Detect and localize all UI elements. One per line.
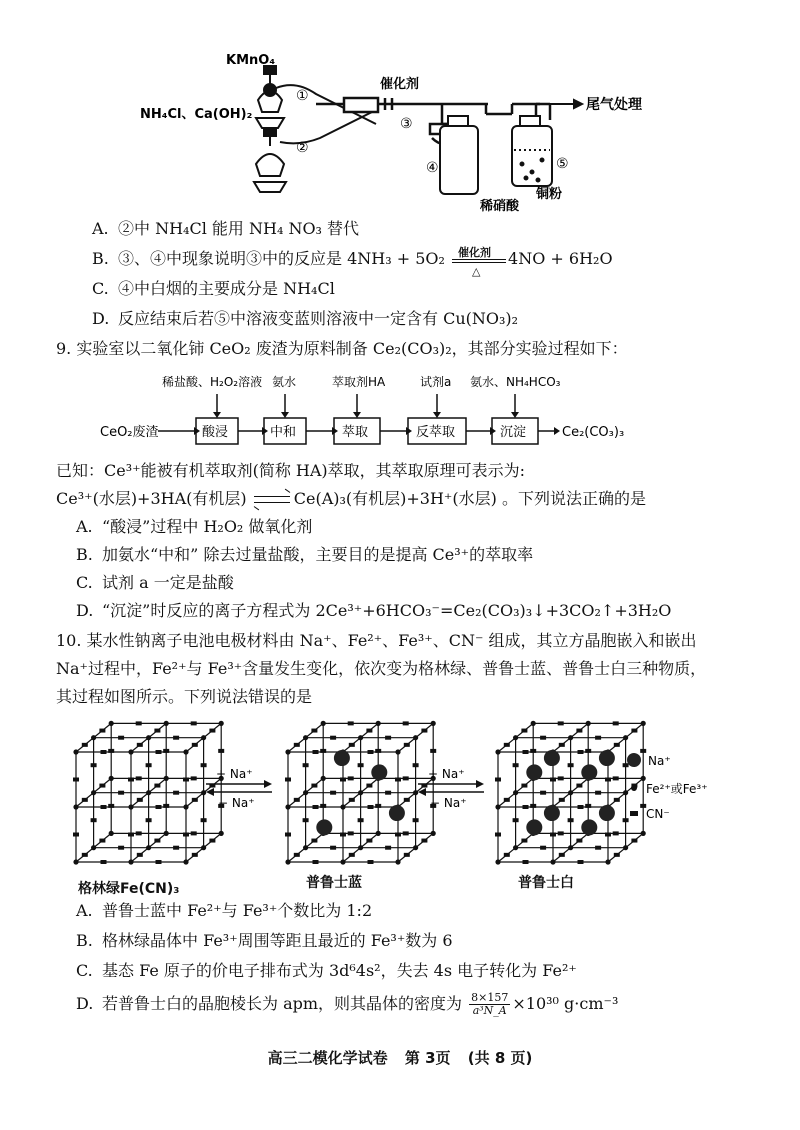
cn-ion — [540, 736, 546, 740]
fe-ion — [91, 845, 96, 850]
cn-ion — [430, 749, 436, 753]
cn-ion — [136, 831, 142, 835]
cn-ion — [313, 805, 319, 809]
fe-ion — [413, 790, 418, 795]
cn-ion — [404, 853, 410, 857]
fe-ion — [513, 735, 518, 740]
arrow-minus-na-label: − Na⁺ — [430, 796, 467, 810]
cn-ion — [513, 763, 519, 767]
fe-ion — [431, 831, 436, 836]
arrow-plus-na-label: + Na⁺ — [216, 767, 253, 781]
fe-ion — [109, 776, 114, 781]
q8-option-d: D. 反应结束后若⑤中溶液变蓝则溶液中一定含有 Cu(NO₃)₂ — [92, 309, 519, 328]
flask-nh4cl — [254, 110, 376, 192]
cn-ion — [421, 839, 427, 843]
cn-ion — [558, 831, 564, 835]
label-circle-4: ④ — [426, 160, 439, 176]
crystal-legend — [627, 753, 708, 821]
cn-ion — [613, 776, 619, 780]
cn-ion — [173, 736, 179, 740]
cn-ion — [156, 750, 162, 754]
cn-ion — [576, 729, 582, 733]
cn-ion — [495, 778, 501, 782]
cn-ion — [154, 839, 160, 843]
cn-ion — [395, 833, 401, 837]
cn-ion — [156, 805, 162, 809]
cn-ion — [192, 853, 198, 857]
label-circle-5: ⑤ — [556, 156, 569, 172]
density-fraction: $\frac{8\times 157}{\text{a³N\_A}}$ — [471, 991, 509, 1017]
fe-ion — [413, 845, 418, 850]
flow-reagent-1: 稀盐酸、H₂O₂溶液 — [162, 375, 263, 389]
fe-ion — [146, 735, 151, 740]
cn-ion — [578, 860, 584, 864]
fe-ion — [146, 845, 151, 850]
reaction-condition-arrow: 催化剂 △ — [450, 248, 508, 270]
cn-ion — [558, 721, 564, 725]
cn-ion — [513, 818, 519, 822]
fe-ion — [164, 776, 169, 781]
fe-ion — [303, 735, 308, 740]
cn-ion — [413, 763, 419, 767]
cn-ion — [568, 763, 574, 767]
cube-label-blue: 普鲁士蓝 — [306, 875, 362, 891]
cn-ion — [585, 804, 591, 808]
fe-ion — [531, 721, 536, 726]
na-ion — [371, 764, 387, 780]
cn-ion — [173, 846, 179, 850]
fe-ion — [623, 845, 628, 850]
fe-ion — [641, 721, 646, 726]
na-ion — [544, 805, 560, 821]
cn-ion — [183, 833, 189, 837]
cn-ion — [285, 778, 291, 782]
fe-ion — [73, 749, 78, 754]
cn-ion — [349, 798, 355, 802]
arrows-blue-white — [418, 767, 484, 810]
fe-ion — [73, 804, 78, 809]
flow-step-back-extract: 反萃取 — [416, 425, 456, 440]
cn-ion — [201, 818, 207, 822]
cn-ion — [101, 750, 107, 754]
fe-ion — [495, 749, 500, 754]
cn-ion — [340, 833, 346, 837]
legend-fe-text: Fe²⁺或Fe³⁺ — [646, 782, 708, 796]
arrow-right-head — [476, 780, 484, 788]
cn-ion — [191, 831, 197, 835]
cn-ion — [568, 818, 574, 822]
flow-end: Ce₂(CO₃)₃ — [562, 425, 625, 440]
equilibrium-arrow — [252, 488, 294, 510]
fe-ion — [623, 790, 628, 795]
q9-option-a: A. “酸浸”过程中 H₂O₂ 做氧化剂 — [76, 517, 313, 536]
q8-option-b: B. ③、④中现象说明③中的反应是 4NH₃ + 5O₂ 催化剂 △ 4NO + 6H₂O — [92, 246, 613, 278]
cn-ion — [285, 833, 291, 837]
fe-ion — [340, 804, 345, 809]
cn-ion — [163, 804, 169, 808]
cn-ion — [330, 736, 336, 740]
cn-ion — [82, 853, 88, 857]
cn-ion — [82, 798, 88, 802]
cn-ion — [385, 846, 391, 850]
cn-ion — [540, 791, 546, 795]
fe-ion — [321, 776, 326, 781]
cn-ion — [366, 839, 372, 843]
cn-ion — [623, 818, 629, 822]
cn-ion — [605, 778, 611, 782]
q10-option-b: B. 格林绿晶体中 Fe³⁺周围等距且最近的 Fe³⁺数为 6 — [76, 931, 453, 950]
fe-ion — [109, 831, 114, 836]
fe-ion — [358, 845, 363, 850]
legend-na-text: Na⁺ — [648, 754, 671, 768]
cn-ion — [154, 729, 160, 733]
q8-option-a: A. ②中 NH₄Cl 能用 NH₄ NO₃ 替代 — [92, 219, 360, 238]
footer-total: (共 8 页) — [467, 1049, 533, 1067]
q9-option-b: B. 加氨水“中和” 除去过量盐酸，主要目的是提高 Ce³⁺的萃取率 — [76, 545, 534, 564]
cn-ion — [348, 776, 354, 780]
cn-ion — [395, 778, 401, 782]
arrow-minus-na-label: − Na⁺ — [218, 796, 255, 810]
fe-ion — [285, 749, 290, 754]
fe-ion — [550, 859, 555, 864]
cn-ion — [118, 846, 124, 850]
fe-ion — [568, 790, 573, 795]
cn-ion — [576, 784, 582, 788]
label-circle-3: ③ — [400, 116, 413, 132]
cube-green-fecn3 — [73, 721, 224, 865]
cn-ion — [82, 743, 88, 747]
fe-ion — [91, 735, 96, 740]
cn-ion — [183, 778, 189, 782]
cn-ion — [313, 750, 319, 754]
cn-ion — [523, 750, 529, 754]
cn-ion — [640, 749, 646, 753]
fe-ion — [513, 845, 518, 850]
q10-crystal-cells-figure — [56, 712, 756, 892]
cn-ion — [294, 798, 300, 802]
flow-reagent-3: 萃取剂HA — [332, 375, 386, 389]
cn-ion — [156, 860, 162, 864]
fe-ion — [285, 804, 290, 809]
cube-label-white: 普鲁士白 — [518, 875, 574, 891]
label-circle-2: ② — [296, 140, 309, 156]
cn-ion — [366, 729, 372, 733]
na-ion — [316, 819, 332, 835]
label-copper-powder: 铜粉 — [536, 187, 563, 202]
fe-ion — [201, 735, 206, 740]
cn-ion — [523, 805, 529, 809]
label-dilute-nitric: 稀硝酸 — [480, 199, 520, 214]
fe-ion — [146, 790, 151, 795]
label-circle-1: ① — [296, 88, 309, 104]
q9-equation: Ce³⁺(水层)+3HA(有机层) Ce(A)₃(有机层)+3H⁺(水层) 。下列说法正确的是 — [56, 488, 646, 510]
fe-ion — [164, 721, 169, 726]
fe-ion — [413, 735, 418, 740]
cn-ion — [623, 763, 629, 767]
fe-ion — [183, 804, 188, 809]
fe-ion — [395, 749, 400, 754]
cn-ion — [303, 818, 309, 822]
cn-ion — [294, 743, 300, 747]
cn-ion — [404, 743, 410, 747]
fe-ion — [219, 721, 224, 726]
cn-ion — [192, 798, 198, 802]
q9-flow-chart — [96, 366, 696, 456]
cn-ion — [550, 833, 556, 837]
cn-ion — [368, 860, 374, 864]
fe-ion — [285, 859, 290, 864]
fe-ion — [395, 859, 400, 864]
cn-ion — [614, 743, 620, 747]
fe-ion — [431, 721, 436, 726]
label-catalyst: 催化剂 — [380, 77, 420, 92]
fe-ion — [513, 790, 518, 795]
fe-ion — [183, 859, 188, 864]
cn-ion — [631, 839, 637, 843]
cn-ion — [91, 763, 97, 767]
cn-ion — [311, 729, 317, 733]
cn-ion — [136, 721, 142, 725]
cn-ion — [209, 729, 215, 733]
cn-ion — [154, 784, 160, 788]
cn-ion — [348, 721, 354, 725]
fe-ion — [340, 859, 345, 864]
na-ion — [526, 819, 542, 835]
flow-reagent-4: 试剂a — [420, 375, 452, 389]
cn-ion — [99, 784, 105, 788]
na-ion — [526, 764, 542, 780]
fe-ion — [358, 790, 363, 795]
cn-ion — [311, 839, 317, 843]
fe-ion — [73, 859, 78, 864]
cn-ion — [559, 798, 565, 802]
q9-stem: 9. 实验室以二氧化铈 CeO₂ 废渣为原料制备 Ce₂(CO₃)₂，其部分实验过程如下： — [56, 339, 628, 358]
fe-ion — [303, 845, 308, 850]
flow-step-acid-leach: 酸浸 — [202, 425, 229, 440]
cn-ion — [91, 818, 97, 822]
cube-prussian-blue — [285, 721, 436, 865]
cn-ion — [146, 818, 152, 822]
bottle-5 — [512, 116, 552, 186]
fe-ion — [641, 776, 646, 781]
na-ion — [544, 750, 560, 766]
cn-ion — [192, 743, 198, 747]
flow-step-precipitate: 沉淀 — [500, 425, 527, 440]
arrows-green-blue — [206, 767, 272, 810]
fe-ion — [91, 790, 96, 795]
cn-ion — [504, 853, 510, 857]
cn-ion — [559, 743, 565, 747]
legend-na-marker — [627, 753, 641, 767]
cn-ion — [209, 839, 215, 843]
page-footer — [0, 1047, 800, 1068]
cn-ion — [349, 743, 355, 747]
cn-ion — [73, 833, 79, 837]
cn-ion — [385, 791, 391, 795]
cn-ion — [137, 743, 143, 747]
fe-ion — [495, 804, 500, 809]
q10-option-d: D. 若普鲁士白的晶胞棱长为 apm，则其晶体的密度为 $\frac{8\times 157}{\text{a³N\_A}}$ ×10³⁰ g·cm⁻³ — [76, 991, 619, 1017]
fe-ion — [201, 790, 206, 795]
cn-ion — [385, 736, 391, 740]
cn-ion — [521, 729, 527, 733]
fe-ion — [321, 721, 326, 726]
cn-ion — [495, 833, 501, 837]
fe-ion — [376, 831, 381, 836]
fe-ion — [358, 735, 363, 740]
cn-ion — [403, 831, 409, 835]
flow-step-extract: 萃取 — [342, 425, 369, 440]
cn-ion — [631, 729, 637, 733]
fe-ion — [128, 804, 133, 809]
arrow-plus-na-label: + Na⁺ — [428, 767, 465, 781]
cn-ion — [504, 798, 510, 802]
q9-known: 已知：Ce³⁺能被有机萃取剂(简称 HA)萃取，其萃取原理可表示为: — [56, 461, 526, 480]
flow-reagent-5: 氨水、NH₄HCO₃ — [470, 375, 561, 389]
cn-ion — [605, 833, 611, 837]
na-ion — [599, 805, 615, 821]
cn-ion — [576, 839, 582, 843]
cn-ion — [368, 805, 374, 809]
cn-ion — [137, 798, 143, 802]
cn-ion — [294, 853, 300, 857]
fe-ion — [586, 721, 591, 726]
cn-ion — [614, 853, 620, 857]
cn-ion — [311, 784, 317, 788]
cn-ion — [613, 831, 619, 835]
fe-ion — [303, 790, 308, 795]
cn-ion — [191, 776, 197, 780]
cn-ion — [366, 784, 372, 788]
ammonia-oxidation-apparatus — [130, 40, 690, 215]
cn-ion — [349, 853, 355, 857]
cn-ion — [375, 804, 381, 808]
cn-ion — [330, 846, 336, 850]
q10-option-a: A. 普鲁士蓝中 Fe²⁺与 Fe³⁺个数比为 1:2 — [76, 901, 373, 920]
q10-stem-line3: 其过程如图所示。下列说法错误的是 — [56, 687, 313, 706]
cube-label-green: 格林绿Fe(CN)₃ — [78, 881, 180, 897]
cn-ion — [99, 729, 105, 733]
cn-ion — [368, 750, 374, 754]
cn-ion — [595, 736, 601, 740]
label-nh4cl-caoh2: NH₄Cl、Ca(OH)₂ — [140, 107, 253, 122]
fe-ion — [641, 831, 646, 836]
fe-ion — [623, 735, 628, 740]
cn-ion — [218, 749, 224, 753]
cn-ion — [578, 750, 584, 754]
legend-fe-marker — [631, 785, 637, 791]
cn-ion — [99, 839, 105, 843]
cn-ion — [136, 776, 142, 780]
cn-ion — [146, 763, 152, 767]
cn-ion — [559, 853, 565, 857]
fe-ion — [164, 831, 169, 836]
cn-ion — [358, 763, 364, 767]
cn-ion — [118, 791, 124, 795]
fe-ion — [183, 749, 188, 754]
fe-ion — [568, 845, 573, 850]
q8-option-c: C. ④中白烟的主要成分是 NH₄Cl — [92, 279, 335, 298]
cn-ion — [403, 776, 409, 780]
q9-option-c: C. 试剂 a 一定是盐酸 — [76, 573, 234, 592]
cn-ion — [403, 721, 409, 725]
cn-ion — [421, 729, 427, 733]
fe-ion — [128, 749, 133, 754]
cn-ion — [191, 721, 197, 725]
cn-ion — [521, 784, 527, 788]
legend-cn-marker — [630, 811, 638, 816]
label-kmno4: KMnO₄ — [226, 53, 276, 68]
cn-ion — [201, 763, 207, 767]
cn-ion — [613, 721, 619, 725]
cn-ion — [540, 846, 546, 850]
bottle-4 — [440, 116, 478, 194]
cn-ion — [614, 798, 620, 802]
fe-ion — [109, 721, 114, 726]
na-ion — [334, 750, 350, 766]
cn-ion — [595, 846, 601, 850]
flow-reagent-2: 氨水 — [272, 375, 297, 389]
cn-ion — [404, 798, 410, 802]
cn-ion — [128, 833, 134, 837]
fe-ion — [376, 721, 381, 726]
na-ion — [599, 750, 615, 766]
cn-ion — [578, 805, 584, 809]
q10-stem-line1: 10. 某水性钠离子电池电极材料由 Na⁺、Fe²⁺、Fe³⁺、CN⁻ 组成，其立方晶胞嵌入和嵌出 — [56, 631, 697, 650]
footer-title: 高三二模化学试卷 — [267, 1049, 388, 1067]
fe-ion — [605, 859, 610, 864]
label-exhaust: 尾气处理 — [586, 97, 642, 113]
cn-ion — [118, 736, 124, 740]
flow-start: CeO₂废渣 — [100, 425, 159, 440]
fe-ion — [568, 735, 573, 740]
cn-ion — [521, 839, 527, 843]
cn-ion — [101, 860, 107, 864]
cn-ion — [73, 778, 79, 782]
q9-option-d: D. “沉淀”时反应的离子方程式为 2Ce³⁺+6HCO₃⁻=Ce₂(CO₃)₃↓+3CO₂↑+3H₂O — [76, 601, 672, 620]
cn-ion — [558, 776, 564, 780]
fe-ion — [219, 831, 224, 836]
cn-ion — [137, 853, 143, 857]
fe-ion — [495, 859, 500, 864]
cn-ion — [504, 743, 510, 747]
na-ion — [389, 805, 405, 821]
legend-cn-text: CN⁻ — [646, 807, 670, 821]
cn-ion — [303, 763, 309, 767]
cn-ion — [313, 860, 319, 864]
arrow-right-head — [264, 780, 272, 788]
na-ion — [581, 764, 597, 780]
cn-ion — [413, 818, 419, 822]
cn-ion — [358, 818, 364, 822]
cn-ion — [330, 791, 336, 795]
footer-page: 第 3页 — [404, 1049, 451, 1067]
fe-ion — [128, 859, 133, 864]
cn-ion — [101, 805, 107, 809]
cn-ion — [523, 860, 529, 864]
cn-ion — [173, 791, 179, 795]
cn-ion — [595, 791, 601, 795]
flow-step-neutralize: 中和 — [270, 425, 297, 440]
q10-option-c: C. 基态 Fe 原子的价电子排布式为 3d⁶4s²，失去 4s 电子转化为 Fe²⁺ — [76, 961, 577, 980]
q10-stem-line2: Na⁺过程中，Fe²⁺与 Fe³⁺含量发生变化，依次变为格林绿、普鲁士蓝、普鲁士白三种物质， — [56, 659, 707, 678]
fe-ion — [201, 845, 206, 850]
na-ion — [581, 819, 597, 835]
cn-ion — [348, 831, 354, 835]
cube-prussian-white — [495, 721, 646, 865]
